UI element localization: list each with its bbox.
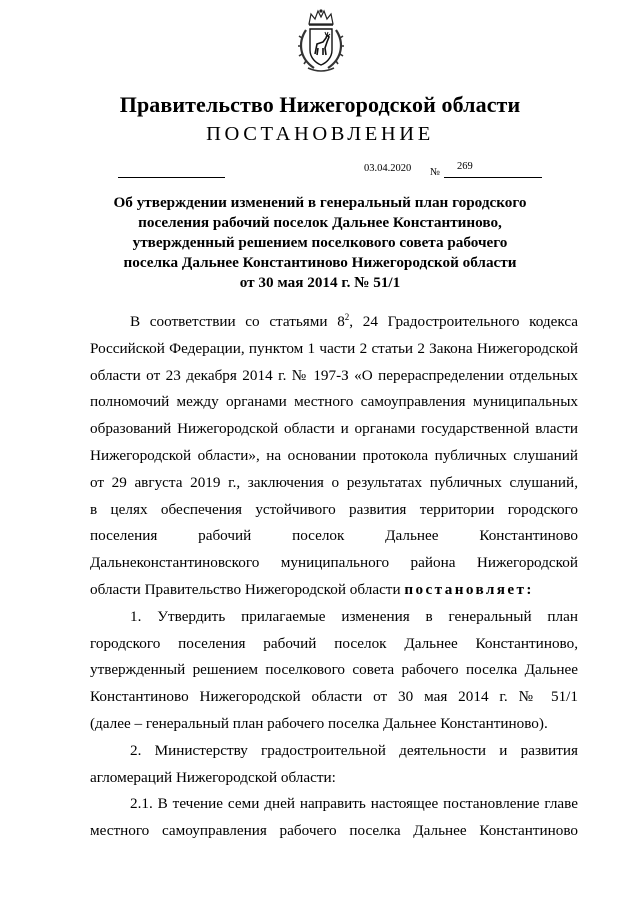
body-line: 2. Министерству градостроительной деятельности и развития [130,741,578,759]
body-line: агломераций Нижегородской области: [90,768,336,786]
document-subject [110,193,530,293]
body-line: (далее – генеральный план рабочего поселка Дальнее Константиново). [90,714,548,732]
body-line: Нижегородской области», на основании протокола публичных слушаний [90,446,578,464]
body-line: 2.1. В течение семи дней направить настоящее постановление главе [130,795,578,813]
body-line: Российской Федерации, пунктом 1 части 2 статьи 2 Закона Нижегородской [90,339,578,357]
blank-signature-line [118,177,225,178]
registration-row [0,160,640,184]
body-line: образований Нижегородской области и органами государственной власти [90,420,578,438]
number-underline [444,177,542,178]
subject-line: Об утверждении изменений в генеральный план городского [113,194,527,211]
body-line: поселения рабочий поселок Дальнее Константиново [90,527,578,545]
body-line: местного самоуправления рабочего поселка Дальнее Константиново [90,822,578,840]
superscript: 2 [344,311,350,322]
document-type-title: ПОСТАНОВЛЕНИЕ [206,123,434,145]
document-date: 03.04.2020 [364,163,412,174]
body-text: , 24 Градостроительного кодекса [349,313,579,330]
subject-line: поселения рабочий поселок Дальнее Константиново, [138,214,502,231]
body-line: полномочий между органами местного самоуправления муниципальных [90,393,578,411]
body-line: утвержденный решением поселкового совета рабочего поселка Дальнее [90,661,578,679]
body-line: области от 23 декабря 2014 г. № 197-З «О перераспределении отдельных [90,366,578,384]
body-text: В соответствии со статьями 8 [130,313,345,330]
number-sign: № [430,167,441,178]
subject-line: утвержденный решением поселкового совета рабочего [132,234,508,251]
body-line: Дальнеконстантиновского муниципального района Нижегородской [90,554,578,572]
government-title: Правительство Нижегородской области [119,92,521,117]
body-line: Константиново Нижегородской области от 30 мая 2014 г. № 51/1 [90,688,578,706]
body-line [90,309,578,336]
body-text: области Правительство Нижегородской области [90,580,401,598]
body-line: городского поселения рабочий поселок Дальнее Константиново, [90,634,578,652]
body-line: 1. Утвердить прилагаемые изменения в генеральный план [130,607,578,625]
subject-line: поселка Дальнее Константиново Нижегородской области [123,254,517,271]
coat-of-arms-emblem [296,8,346,74]
body-line [90,577,578,604]
decree-word: постановляет: [404,580,534,598]
body-line: от 29 августа 2019 г., заключения о результатах публичных слушаний, [90,473,578,491]
document-number: 269 [457,161,473,172]
document-body [90,309,578,845]
body-line: в целях обеспечения устойчивого развития территории городского [90,500,578,518]
subject-line: от 30 мая 2014 г. № 51/1 [239,274,401,291]
